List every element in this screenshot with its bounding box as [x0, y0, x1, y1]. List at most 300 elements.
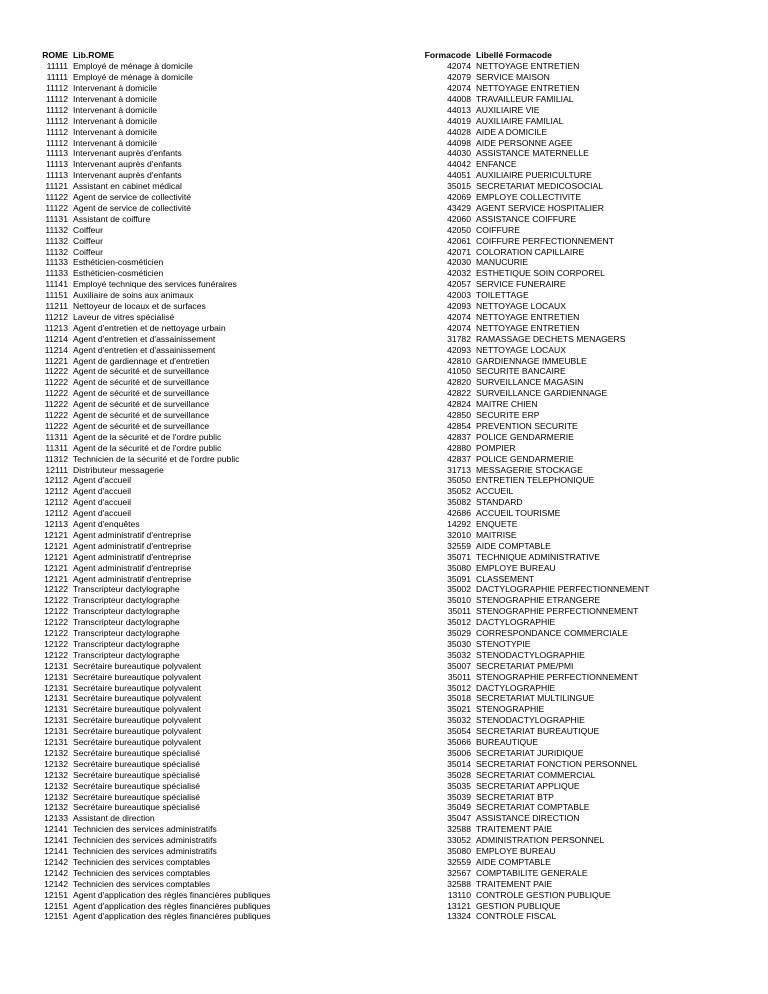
table-row	[0, 356, 768, 367]
rome-code: 12131	[44, 715, 68, 726]
rome-label: Auxiliaire de soins aux animaux	[73, 290, 194, 301]
rome-label: Transcripteur dactylographe	[73, 595, 180, 606]
formacode-label: NETTOYAGE ENTRETIEN	[476, 311, 580, 322]
rome-code: 12132	[44, 769, 68, 780]
formacode: 35054	[447, 726, 471, 737]
formacode-label: TRAITEMENT PAIE	[476, 824, 553, 835]
formacode-label: SERVICE FUNERAIRE	[476, 279, 566, 290]
formacode: 33052	[447, 835, 471, 846]
formacode-label: STENOGRAPHIE	[476, 704, 545, 715]
table-row	[0, 410, 768, 421]
table-row	[0, 792, 768, 803]
rome-code: 11221	[44, 355, 68, 366]
rome-label: Intervenant à domicile	[73, 115, 158, 126]
rome-label: Agent administratif d'entreprise	[73, 562, 192, 573]
formacode-label: ENFANCE	[476, 159, 517, 170]
rome-code: 12122	[44, 584, 68, 595]
rome-code: 11133	[45, 268, 68, 279]
table-row	[0, 192, 768, 203]
formacode: 35049	[447, 802, 471, 813]
formacode: 44028	[447, 126, 471, 137]
formacode-label: AIDE COMPTABLE	[476, 856, 551, 867]
formacode-label: SECRETARIAT JURIDIQUE	[476, 747, 584, 758]
rome-code: 11141	[45, 279, 68, 290]
table-row	[0, 159, 768, 170]
formacode: 14292	[447, 519, 471, 529]
formacode-label: NETTOYAGE ENTRETIEN	[476, 61, 580, 72]
rome-code: 12122	[44, 606, 68, 617]
rome-code: 12131	[44, 671, 68, 682]
rome-code: 11222	[44, 420, 68, 431]
formacode-label: TOILETTAGE	[476, 290, 529, 301]
table-row	[0, 530, 768, 541]
formacode-label: SECRETARIAT BTP	[476, 791, 554, 802]
rome-label: Assistant de coiffure	[73, 213, 151, 224]
formacode-label: SECRETARIAT MEDICOSOCIAL	[476, 181, 604, 192]
formacode: 35071	[447, 551, 471, 562]
rome-label: Distributeur messagerie	[73, 464, 164, 475]
rome-code: 12122	[44, 628, 68, 638]
table-row	[0, 726, 768, 737]
table-row	[0, 824, 768, 835]
rome-code: 12112	[44, 486, 68, 497]
formacode-label: AUXILIAIRE FAMILIAL	[476, 115, 564, 126]
formacode-label: POLICE GENDARMERIE	[476, 453, 574, 464]
formacode-label: TRAITEMENT PAIE	[476, 878, 553, 889]
formacode: 42071	[447, 246, 471, 257]
rome-label: Esthéticien-cosméticien	[73, 257, 164, 268]
formacode: 32588	[447, 878, 471, 889]
table-row	[0, 345, 768, 356]
rome-code: 11132	[45, 224, 68, 235]
formacode: 35091	[447, 573, 471, 584]
table-row	[0, 846, 768, 857]
rome-code: 11133	[45, 257, 68, 268]
table-row	[0, 704, 768, 715]
formacode: 35080	[447, 846, 471, 856]
rome-code: 11112	[46, 115, 68, 126]
table-row	[0, 247, 768, 258]
rome-code: 11222	[44, 410, 68, 420]
formacode-label: NETTOYAGE ENTRETIEN	[476, 83, 580, 93]
rome-code: 11112	[46, 137, 68, 148]
table-row	[0, 748, 768, 759]
table-row	[0, 279, 768, 290]
formacode-label: DACTYLOGRAPHIE	[476, 617, 556, 628]
rome-label: Agent d'accueil	[73, 497, 132, 508]
rome-label: Nettoyeur de locaux et de surfaces	[73, 301, 206, 311]
header-lib-rome: Lib.ROME	[73, 50, 115, 60]
rome-code: 12131	[44, 737, 68, 747]
formacode-label: POMPIER	[476, 442, 516, 453]
rome-code: 12131	[44, 660, 68, 671]
formacode: 44051	[447, 170, 471, 181]
formacode: 35029	[447, 628, 471, 638]
table-row	[0, 366, 768, 377]
formacode: 35012	[447, 682, 471, 693]
formacode-label: CLASSEMENT	[476, 573, 535, 584]
rome-label: Secrétaire bureautique polyvalent	[73, 737, 202, 747]
rome-code: 11113	[46, 170, 68, 181]
formacode: 35039	[447, 791, 471, 802]
rome-label: Agent de service de collectivité	[73, 202, 191, 213]
table-row	[0, 497, 768, 508]
table-row	[0, 595, 768, 606]
formacode: 35032	[447, 715, 471, 726]
table-row	[0, 552, 768, 563]
formacode: 42093	[447, 344, 471, 355]
formacode-label: AUXILIAIRE VIE	[476, 104, 540, 115]
table-row	[0, 737, 768, 748]
formacode: 13324	[447, 911, 471, 922]
rome-code: 12122	[44, 649, 68, 660]
rome-label: Coiffeur	[73, 224, 103, 235]
rome-label: Agent d'application des règles financières publiques	[73, 900, 271, 911]
rome-code: 11222	[44, 399, 68, 410]
rome-code: 11122	[45, 192, 68, 202]
table-row	[0, 672, 768, 683]
rome-label: Secrétaire bureautique spécialisé	[73, 780, 201, 791]
formacode: 42850	[447, 410, 471, 420]
table-row	[0, 148, 768, 159]
formacode-label: RAMASSAGE DECHETS MENAGERS	[476, 333, 626, 344]
formacode-label: COIFFURE PERFECTIONNEMENT	[476, 235, 614, 246]
rome-label: Employé technique des services funéraires	[73, 279, 237, 290]
formacode: 35011	[447, 671, 471, 682]
formacode: 32010	[447, 529, 471, 540]
table-row	[0, 127, 768, 138]
rome-label: Agent administratif d'entreprise	[73, 551, 192, 562]
rome-label: Transcripteur dactylographe	[73, 628, 180, 638]
rome-label: Agent d'application des règles financières publiques	[73, 889, 271, 900]
formacode: 42854	[447, 420, 471, 431]
rome-code: 11112	[46, 93, 68, 104]
rome-label: Secrétaire bureautique polyvalent	[73, 704, 202, 715]
formacode-label: NETTOYAGE ENTRETIEN	[476, 322, 580, 333]
rome-label: Agent de sécurité et de surveillance	[73, 366, 210, 377]
formacode: 35002	[447, 584, 471, 595]
rome-label: Intervenant auprès d'enfants	[73, 170, 182, 181]
table-row	[0, 399, 768, 410]
rome-label: Transcripteur dactylographe	[73, 649, 180, 660]
formacode: 35018	[447, 693, 471, 704]
formacode: 42050	[447, 224, 471, 235]
rome-code: 11312	[44, 453, 68, 464]
formacode-label: EMPLOYE BUREAU	[476, 846, 556, 856]
formacode-label: SECRETARIAT PME/PMI	[476, 660, 574, 671]
table-row	[0, 257, 768, 268]
table-row	[0, 72, 768, 83]
table-row	[0, 781, 768, 792]
table-row	[0, 388, 768, 399]
formacode: 13121	[447, 900, 471, 911]
rome-label: Agent de gardiennage et d'entretien	[73, 355, 210, 366]
table-row	[0, 683, 768, 694]
rome-code: 11111	[46, 61, 68, 72]
formacode: 42060	[447, 213, 471, 224]
rome-label: Coiffeur	[73, 235, 103, 246]
formacode: 35014	[447, 758, 471, 769]
table-row	[0, 639, 768, 650]
rome-label: Agent d'enquêtes	[73, 519, 140, 529]
rome-label: Agent d'accueil	[73, 475, 132, 486]
formacode: 35032	[447, 649, 471, 660]
rome-code: 12132	[44, 791, 68, 802]
table-row	[0, 617, 768, 628]
rome-code: 12121	[44, 573, 68, 584]
formacode-label: COLORATION CAPILLAIRE	[476, 246, 585, 257]
rome-label: Transcripteur dactylographe	[73, 617, 180, 628]
formacode: 32588	[447, 824, 471, 835]
table-row	[0, 563, 768, 574]
table-row	[0, 475, 768, 486]
formacode: 35047	[447, 813, 471, 824]
formacode: 42074	[447, 61, 471, 72]
formacode-label: SECRETARIAT FONCTION PERSONNEL	[476, 758, 638, 769]
formacode-label: STENODACTYLOGRAPHIE	[476, 649, 585, 660]
rome-label: Agent d'entretien et de nettoyage urbain	[73, 322, 226, 333]
rome-label: Intervenant à domicile	[73, 83, 158, 93]
formacode: 42061	[447, 235, 471, 246]
rome-code: 12121	[44, 551, 68, 562]
formacode-label: SECRETARIAT COMPTABLE	[476, 802, 590, 813]
formacode-label: DACTYLOGRAPHIE PERFECTIONNEMENT	[476, 584, 650, 595]
header-libelle-formacode: Libellé Formacode	[476, 50, 552, 60]
rome-code: 12122	[44, 617, 68, 628]
formacode-label: NETTOYAGE LOCAUX	[476, 344, 566, 355]
formacode-label: STENOGRAPHIE PERFECTIONNEMENT	[476, 671, 639, 682]
rome-label: Secrétaire bureautique spécialisé	[73, 769, 201, 780]
formacode-label: AGENT SERVICE HOSPITALIER	[476, 202, 604, 213]
rome-label: Agent d'application des règles financières publiques	[73, 911, 271, 922]
formacode: 32567	[447, 867, 471, 878]
rome-code: 12132	[44, 780, 68, 791]
rome-label: Agent d'accueil	[73, 508, 132, 519]
formacode-label: TRAVAILLEUR FAMILIAL	[476, 93, 574, 104]
formacode: 42069	[447, 192, 471, 202]
formacode: 42837	[447, 453, 471, 464]
rome-label: Agent d'entretien et d'assainissement	[73, 344, 216, 355]
formacode: 42074	[447, 83, 471, 93]
table-row	[0, 519, 768, 530]
formacode: 35082	[447, 497, 471, 508]
rome-label: Agent de sécurité et de surveillance	[73, 399, 210, 410]
formacode-label: COMPTABILITE GENERALE	[476, 867, 588, 878]
rome-label: Assistant de direction	[73, 813, 155, 824]
formacode-label: ACCUEIL	[476, 486, 514, 497]
formacode: 31782	[447, 333, 471, 344]
formacode: 42074	[447, 322, 471, 333]
formacode-label: MESSAGERIE STOCKAGE	[476, 464, 583, 475]
rome-code: 12122	[44, 638, 68, 649]
table-row	[0, 323, 768, 334]
rome-label: Intervenant auprès d'enfants	[73, 159, 182, 170]
table-row	[0, 377, 768, 388]
rome-label: Transcripteur dactylographe	[73, 584, 180, 595]
formacode: 42003	[447, 290, 471, 301]
rome-code: 11131	[45, 213, 68, 224]
formacode: 35015	[447, 181, 471, 192]
table-row	[0, 301, 768, 312]
formacode-label: EMPLOYE BUREAU	[476, 562, 556, 573]
formacode: 35050	[447, 475, 471, 486]
rome-code: 12121	[44, 540, 68, 551]
formacode: 35010	[447, 595, 471, 606]
rome-code: 12151	[44, 900, 68, 911]
table-row	[0, 890, 768, 901]
formacode: 42820	[447, 377, 471, 388]
rome-label: Secrétaire bureautique polyvalent	[73, 726, 202, 737]
table-row	[0, 334, 768, 345]
rome-label: Transcripteur dactylographe	[73, 638, 180, 649]
rome-label: Secrétaire bureautique polyvalent	[73, 715, 202, 726]
rome-code: 11113	[46, 148, 68, 159]
rome-label: Agent de la sécurité et de l'ordre public	[73, 442, 222, 453]
table-row	[0, 911, 768, 922]
table-row	[0, 312, 768, 323]
table-row	[0, 628, 768, 639]
table-row	[0, 584, 768, 595]
formacode-label: GARDIENNAGE IMMEUBLE	[476, 355, 587, 366]
rome-label: Intervenant à domicile	[73, 126, 158, 137]
formacode-label: CORRESPONDANCE COMMERCIALE	[476, 628, 628, 638]
formacode-label: TECHNIQUE ADMINISTRATIVE	[476, 551, 600, 562]
rome-code: 11113	[46, 159, 68, 170]
rome-code: 11311	[45, 442, 68, 453]
rome-code: 12112	[44, 497, 68, 508]
formacode: 44042	[447, 159, 471, 170]
rome-label: Secrétaire bureautique polyvalent	[73, 693, 202, 704]
table-row	[0, 541, 768, 552]
formacode: 42824	[447, 399, 471, 410]
formacode: 42032	[447, 268, 471, 279]
formacode: 35011	[447, 606, 471, 617]
rome-label: Technicien des services administratifs	[73, 835, 217, 846]
formacode: 44030	[447, 148, 471, 159]
table-row	[0, 813, 768, 824]
formacode: 35035	[447, 780, 471, 791]
rome-code: 12131	[44, 726, 68, 737]
rome-code: 12131	[44, 682, 68, 693]
rome-label: Secrétaire bureautique spécialisé	[73, 791, 201, 802]
formacode-label: SERVICE MAISON	[476, 72, 550, 83]
formacode-label: MAITRE CHIEN	[476, 399, 538, 410]
rome-code: 12111	[45, 464, 68, 475]
rome-label: Esthéticien-cosméticien	[73, 268, 164, 279]
rome-label: Agent de service de collectivité	[73, 192, 191, 202]
formacode: 42074	[447, 311, 471, 322]
table-row	[0, 203, 768, 214]
rome-code: 11121	[45, 181, 68, 192]
formacode-label: SECRETARIAT APPLIQUE	[476, 780, 580, 791]
formacode-label: AUXILIAIRE PUERICULTURE	[476, 170, 592, 181]
formacode: 35007	[447, 660, 471, 671]
formacode: 35052	[447, 486, 471, 497]
formacode: 42880	[447, 442, 471, 453]
formacode: 42079	[447, 72, 471, 83]
rome-code: 12122	[44, 595, 68, 606]
formacode: 35080	[447, 562, 471, 573]
rome-label: Agent de sécurité et de surveillance	[73, 377, 210, 388]
table-row	[0, 421, 768, 432]
formacode-label: ESTHETIQUE SOIN CORPOREL	[476, 268, 605, 279]
table-row	[0, 116, 768, 127]
rome-label: Employé de ménage à domicile	[73, 72, 193, 83]
rome-label: Intervenant auprès d'enfants	[73, 148, 182, 159]
rome-code: 12131	[44, 693, 68, 704]
rome-code: 12112	[44, 508, 68, 519]
rome-code: 12142	[44, 867, 68, 878]
rome-label: Secrétaire bureautique spécialisé	[73, 747, 201, 758]
rome-label: Technicien des services comptables	[73, 867, 211, 878]
rome-label: Secrétaire bureautique polyvalent	[73, 660, 202, 671]
formacode-label: BUREAUTIQUE	[476, 737, 539, 747]
formacode-label: SURVEILLANCE GARDIENNAGE	[476, 388, 608, 399]
rome-code: 12141	[44, 824, 68, 835]
formacode: 41050	[447, 366, 471, 377]
rome-code: 12142	[44, 856, 68, 867]
formacode-label: EMPLOYE COLLECTIVITE	[476, 192, 582, 202]
table-row	[0, 83, 768, 94]
rome-code: 12151	[44, 911, 68, 922]
formacode-label: MANUCURIE	[476, 257, 529, 268]
table-row	[0, 268, 768, 279]
table-row	[0, 661, 768, 672]
formacode-label: SECRETARIAT MULTILINGUE	[476, 693, 595, 704]
rome-label: Transcripteur dactylographe	[73, 606, 180, 617]
formacode: 42093	[447, 301, 471, 311]
rome-label: Agent de la sécurité et de l'ordre public	[73, 431, 222, 442]
formacode: 42057	[447, 279, 471, 290]
rome-code: 12141	[44, 846, 68, 856]
table-row	[0, 901, 768, 912]
table-row	[0, 508, 768, 519]
formacode-label: STENOTYPIE	[476, 638, 531, 649]
table-row	[0, 443, 768, 454]
table-row	[0, 61, 768, 72]
rome-code: 12132	[44, 802, 68, 813]
formacode: 35028	[447, 769, 471, 780]
formacode-label: NETTOYAGE LOCAUX	[476, 301, 566, 311]
formacode: 43429	[447, 202, 471, 213]
rome-label: Intervenant à domicile	[73, 104, 158, 115]
rome-label: Technicien des services administratifs	[73, 824, 217, 835]
formacode-label: COIFFURE	[476, 224, 520, 235]
formacode: 44098	[447, 137, 471, 148]
table-row	[0, 802, 768, 813]
rome-label: Agent de sécurité et de surveillance	[73, 388, 210, 399]
rome-code: 12113	[44, 519, 68, 529]
formacode-label: PREVENTION SECURITE	[476, 420, 578, 431]
rome-label: Employé de ménage à domicile	[73, 61, 193, 72]
rome-code: 11212	[44, 311, 68, 322]
table-row	[0, 225, 768, 236]
formacode-label: SURVEILLANCE MAGASIN	[476, 377, 584, 388]
rome-label: Agent administratif d'entreprise	[73, 540, 192, 551]
table-row	[0, 138, 768, 149]
formacode-label: STENODACTYLOGRAPHIE	[476, 715, 585, 726]
rome-label: Agent d'accueil	[73, 486, 132, 497]
formacode-label: SECRETARIAT BUREAUTIQUE	[476, 726, 600, 737]
table-row	[0, 236, 768, 247]
rome-code: 12131	[44, 704, 68, 715]
rome-code: 11222	[44, 388, 68, 399]
formacode-label: ENTRETIEN TELEPHONIQUE	[476, 475, 595, 486]
table-row	[0, 857, 768, 868]
table-row	[0, 486, 768, 497]
rome-label: Intervenant à domicile	[73, 93, 158, 104]
rome-code: 11211	[45, 301, 68, 311]
